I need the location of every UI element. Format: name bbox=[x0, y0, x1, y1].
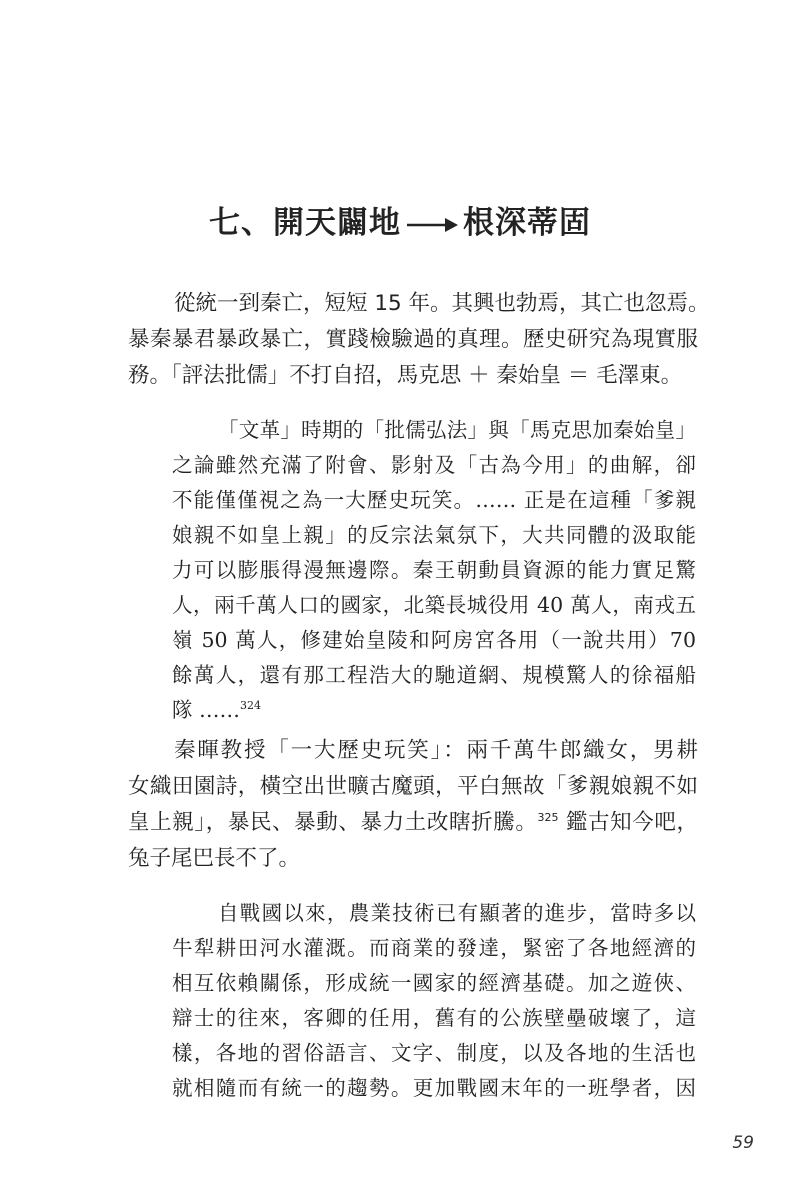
quote-line: 辯士的往來，客卿的任用，舊有的公族壁壘破壞了，這 bbox=[172, 1006, 696, 1030]
quote-line bbox=[172, 693, 696, 728]
page-number: 59 bbox=[732, 1133, 754, 1153]
block-quote-2 bbox=[172, 896, 696, 1106]
quote-line: 樣，各地的習俗語言、文字、制度，以及各地的生活也 bbox=[172, 1041, 696, 1065]
quote-line: 娘親不如皇上親」的反宗法氣氛下，大共同體的汲取能 bbox=[172, 523, 696, 547]
text-line: 從統一到秦亡，短短 15 年。其興也勃焉，其亡也忽焉。 bbox=[174, 291, 710, 316]
text-line: 務。「評法批儒」不打自招，馬克思 ＋ 秦始皇 ＝ 毛澤東。 bbox=[128, 363, 683, 388]
footnote-marker: 324 bbox=[240, 699, 262, 713]
text-line: 兔子尾巴長不了。 bbox=[128, 846, 301, 871]
paragraph-2 bbox=[128, 733, 698, 877]
text-line: 暴秦暴君暴政暴亡，實踐檢驗過的真理。歷史研究為現實服 bbox=[128, 327, 698, 352]
quote-line: 不能僅僅視之為一大歷史玩笑。…… 正是在這種「爹親 bbox=[172, 488, 696, 512]
quote-line: 力可以膨脹得漫無邊際。秦王朝動員資源的能力實足驚 bbox=[172, 558, 696, 582]
quote-line: 牛犁耕田河水灌溉。而商業的發達，緊密了各地經濟的 bbox=[172, 936, 696, 960]
quote-line: 之論雖然充滿了附會、影射及「古為今用」的曲解，卻 bbox=[172, 453, 696, 477]
text-line bbox=[128, 805, 698, 841]
block-quote-1 bbox=[172, 413, 696, 728]
quote-line: 相互依賴關係，形成統一國家的經濟基礎。加之遊俠、 bbox=[172, 971, 696, 995]
quote-last-text: 隊 …… bbox=[172, 698, 241, 722]
chapter-title-right: 根深蒂固 bbox=[463, 205, 591, 241]
text-segment: 皇上親」，暴民、暴動、暴力土改瞎折騰。 bbox=[128, 810, 538, 835]
text-line: 秦暉教授「一大歷史玩笑」：兩千萬牛郎織女，男耕 bbox=[174, 738, 698, 763]
quote-line: 嶺 50 萬人，修建始皇陵和阿房宮各用（一說共用）70 bbox=[172, 628, 696, 652]
arrow-right-icon bbox=[405, 207, 459, 243]
quote-line: 餘萬人，還有那工程浩大的馳道網、規模驚人的徐福船 bbox=[172, 663, 696, 687]
quote-line: 就相隨而有統一的趨勢。更加戰國末年的一班學者，因 bbox=[172, 1076, 696, 1100]
footnote-marker: 325 bbox=[537, 810, 559, 824]
text-line: 女織田園詩，橫空出世曠古魔頭，平白無故「爹親娘親不如 bbox=[128, 774, 698, 799]
chapter-title-left: 七、開天闢地 bbox=[209, 205, 401, 241]
quote-line: 自戰國以來，農業技術已有顯著的進步，當時多以 bbox=[218, 901, 696, 925]
text-segment: 鑑古知今吧， bbox=[558, 810, 698, 835]
paragraph-1 bbox=[128, 286, 710, 394]
quote-line: 「文革」時期的「批儒弘法」與「馬克思加秦始皇」 bbox=[218, 418, 696, 442]
chapter-title bbox=[0, 197, 800, 243]
quote-line: 人，兩千萬人口的國家，北築長城役用 40 萬人，南戎五 bbox=[172, 593, 696, 617]
